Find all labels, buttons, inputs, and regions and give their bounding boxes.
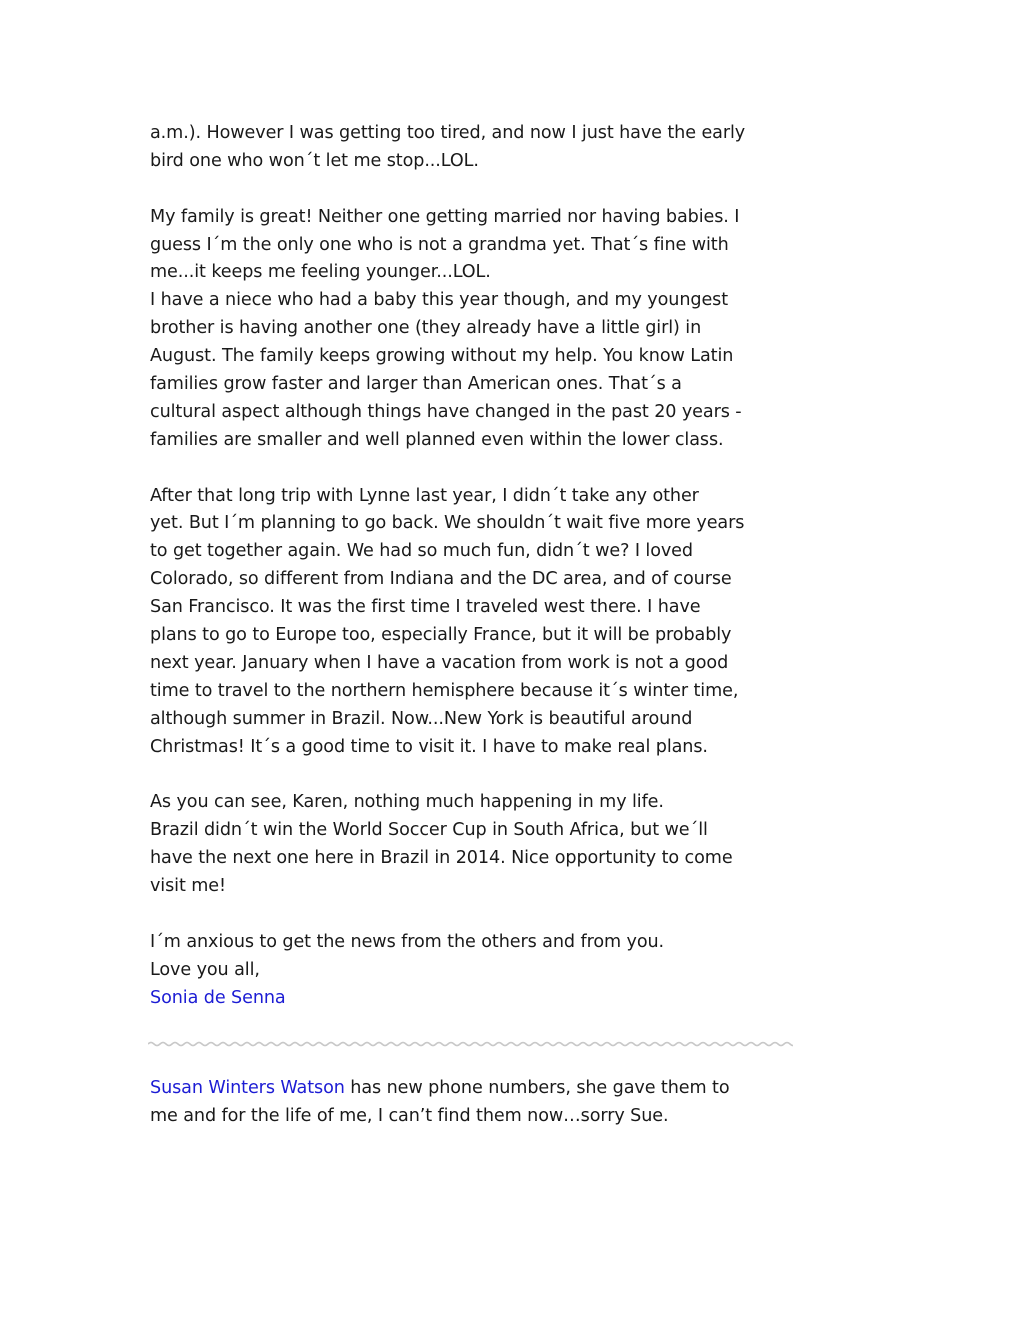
text-line: plans to go to Europe too, especially France, but it will be probably [150,625,732,646]
text-line: San Francisco. It was the first time I traveled west there. I have [150,597,701,618]
text-line: visit me! [150,876,226,897]
paragraph-closing [150,929,810,1013]
text-line: Love you all, [150,959,260,980]
text-line: August. The family keeps growing without my help. You know Latin [150,346,734,367]
text-line: a.m.). However I was getting too tired, and now I just have the early [150,123,746,143]
text-line: time to travel to the northern hemisphere because it´s winter time, [150,680,739,701]
text-line: My family is great! Neither one getting married nor having babies. I [150,206,740,227]
paragraph-susan [150,1075,810,1131]
text-fragment: has new phone numbers, she gave them to [344,1078,730,1098]
text-line: yet. But I´m planning to go back. We shouldn´t wait five more years [150,513,745,534]
text-line: Christmas! It´s a good time to visit it. I have to make real plans. [150,736,708,757]
letter-body [150,120,810,1013]
text-line [150,1075,810,1103]
signature-sonia[interactable]: Sonia de Senna [150,987,286,1008]
text-line: bird one who won´t let me stop...LOL. [150,150,479,171]
text-line: Colorado, so different from Indiana and the DC area, and of course [150,569,732,590]
wavy-divider [148,1040,793,1048]
paragraph-family [150,204,810,455]
text-line: me and for the life of me, I can’t find them now…sorry Sue. [150,1105,669,1126]
paragraph-early-bird [150,120,810,176]
text-line: families are smaller and well planned even within the lower class. [150,429,724,450]
text-line: families grow faster and larger than American ones. That´s a [150,374,682,395]
text-line: Brazil didn´t win the World Soccer Cup in South Africa, but we´ll [150,820,708,841]
susan-name-link[interactable]: Susan Winters Watson [150,1078,345,1098]
text-line: As you can see, Karen, nothing much happening in my life. [150,792,664,813]
text-line: brother is having another one (they already have a little girl) in [150,318,702,339]
text-line: I´m anxious to get the news from the others and from you. [150,931,665,952]
paragraph-travel [150,483,810,762]
text-line: to get together again. We had so much fun, didn´t we? I loved [150,541,693,562]
text-line: After that long trip with Lynne last year, I didn´t take any other [150,485,699,506]
text-line: have the next one here in Brazil in 2014. Nice opportunity to come [150,848,733,869]
text-line: me...it keeps me feeling younger...LOL. [150,262,491,283]
text-line: although summer in Brazil. Now...New York is beautiful around [150,708,693,729]
text-line: cultural aspect although things have changed in the past 20 years - [150,401,742,422]
text-line: next year. January when I have a vacation from work is not a good [150,652,729,673]
text-line: guess I´m the only one who is not a grandma yet. That´s fine with [150,234,729,255]
text-line: I have a niece who had a baby this year though, and my youngest [150,290,729,311]
paragraph-soccer [150,789,810,901]
